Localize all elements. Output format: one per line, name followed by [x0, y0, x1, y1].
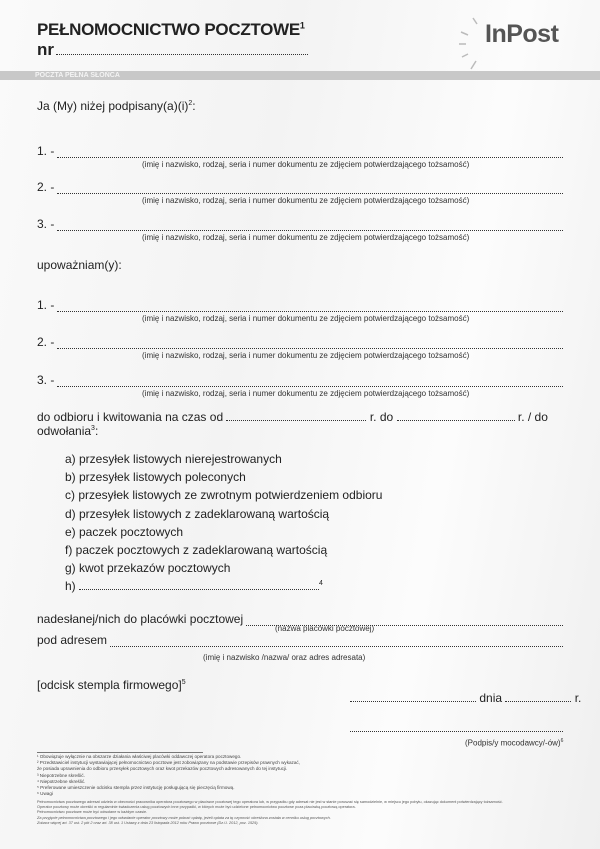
footnote: ¹ Obowiązuje wyłącznie na obszarze działania właściwej placówki oddawczej operatora pocztowego.: [37, 754, 242, 759]
date-from-field[interactable]: [226, 411, 366, 421]
office-row[interactable]: nadesłanej/nich do placówki pocztowej: [37, 612, 563, 626]
footnote: ⁴ Niepotrzebne skreślić.: [37, 778, 86, 784]
person-caption: (imię i nazwisko, rodzaj, seria i numer dokumentu ze zdjęciem potwierdzającego tożsamość): [142, 196, 470, 205]
grantor-row[interactable]: 2. -: [37, 180, 563, 194]
fine-print-line: Pełnomocnictwa pocztowego adresat udziela w obecności pracownika operatora pocztowego w placówce pocztowej tego operatora lub, w przypadku gdy adresat nie jest w stanie poruszać się samodzielnie, w miejscu jego pobytu, okazując dokument potwierdzający tożsamość.: [37, 800, 503, 804]
address-row[interactable]: pod adresem: [37, 633, 563, 647]
fine-print: [37, 800, 503, 826]
item-option: b) przesyłek listowych poleconych: [65, 470, 246, 485]
person-caption: (imię i nazwisko, rodzaj, seria i numer dokumentu ze zdjęciem potwierdzającego tożsamość): [142, 389, 470, 398]
item-option: g) kwot przekazów pocztowych: [65, 561, 231, 576]
item-option: c) przesyłek listowych ze zwrotnym potwierdzeniem odbioru: [65, 488, 383, 503]
date-to-field[interactable]: [397, 411, 515, 421]
form-title: PEŁNOMOCNICTWO POCZTOWE$^1$: [37, 20, 305, 39]
grantor-row[interactable]: 3. -: [37, 217, 563, 231]
office-caption: (nazwa placówki pocztowej): [275, 624, 375, 633]
inpost-logo: InPost: [455, 14, 575, 74]
period-line: do odbioru i kwitowania na czas od r. do r. / do odwołania$^3$:: [37, 410, 548, 438]
grantee-row[interactable]: 1. -: [37, 298, 563, 312]
intro-text: Ja (My) niżej $podpisany(a)(i)^2$:: [37, 99, 196, 113]
fine-print-line: Pełnomocnictwo pocztowe może być odwołane w każdym czasie.: [37, 810, 148, 815]
grantee-row[interactable]: 2. -: [37, 335, 563, 349]
address-caption: (imię i nazwisko /nazwa/ oraz adres adresata): [203, 653, 366, 662]
authorize-label: upoważniam(y):: [37, 258, 122, 272]
item-other[interactable]: h) $^4$: [65, 579, 323, 594]
footnote: że posiada uprawnienia do odbioru przesyłek pocztowych oraz kwot przekazów pocztowych adresowanych do tej instytucji.: [37, 766, 288, 772]
footnote-divider: [37, 752, 203, 753]
fine-print-line: Za przyjęcie pełnomocnictwa pocztowego i jego odwołanie operator pocztowy może pobrać opłatę, jeżeli opłata za tę czynność określona została w cenniku usług pocztowych.: [37, 815, 331, 820]
footnote: ⁶ Uwagi: [37, 791, 53, 797]
item-option: e) paczek pocztowych: [65, 524, 184, 539]
fine-print-line: Operator pocztowy może określić w regulaminie świadczenia usług pocztowych inne przypadki, w których może być udzielone pełnomocnictwo pocztowe poza placówką pocztową operatora.: [37, 805, 356, 810]
item-option: f) paczek pocztowych z zadeklarowaną wartością: [65, 543, 328, 557]
signature-caption: (Podpis/y mocodawcy/-ów)$^6$: [465, 738, 564, 748]
slogan-band: POCZTA PEŁNA SŁOŃCA: [0, 71, 600, 80]
person-caption: (imię i nazwisko, rodzaj, seria i numer dokumentu ze zdjęciem potwierdzającego tożsamość): [142, 314, 470, 323]
grantor-row[interactable]: 1. -: [37, 144, 563, 158]
footnotes: [37, 754, 300, 797]
stamp-label: [odcisk stempla firmowego]$^5$: [37, 678, 186, 692]
footnote: ² Przedstawiciel instytucji wystawiającej pełnomocnictwo pocztowe jest zobowiązany na podstawie przepisów prawnych wykazać,: [37, 760, 300, 766]
signature-field[interactable]: [350, 731, 563, 732]
person-caption: (imię i nazwisko, rodzaj, seria i numer dokumentu ze zdjęciem potwierdzającego tożsamość): [142, 233, 470, 242]
item-option: a) przesyłek listowych nierejestrowanych: [65, 452, 282, 466]
grantee-row[interactable]: 3. -: [37, 373, 563, 387]
date-row[interactable]: dnia r.: [350, 691, 581, 705]
item-option: d) przesyłek listowych z zadeklarowaną wartością: [65, 506, 330, 521]
fine-print-line: Zobacz więcej art. 37 ust. 2 pkt 2 oraz art. 38 ust. 1 Ustawy z dnia 23 listopada 2012 roku Prawo pocztowe (Dz.U. 2012, poz. 1529).: [37, 820, 259, 825]
person-caption: (imię i nazwisko, rodzaj, seria i numer dokumentu ze zdjęciem potwierdzającego tożsamość): [142, 351, 470, 360]
person-caption: (imię i nazwisko, rodzaj, seria i numer dokumentu ze zdjęciem potwierdzającego tożsamość): [142, 160, 470, 169]
footnote: ⁵ Preferowane umieszczenie odcisku stempla przez instytucję posługującą się pieczęcią firmową.: [37, 785, 235, 791]
number-field[interactable]: nr: [37, 40, 308, 60]
footnote: ³ Niepotrzebne skreślić.: [37, 772, 85, 778]
